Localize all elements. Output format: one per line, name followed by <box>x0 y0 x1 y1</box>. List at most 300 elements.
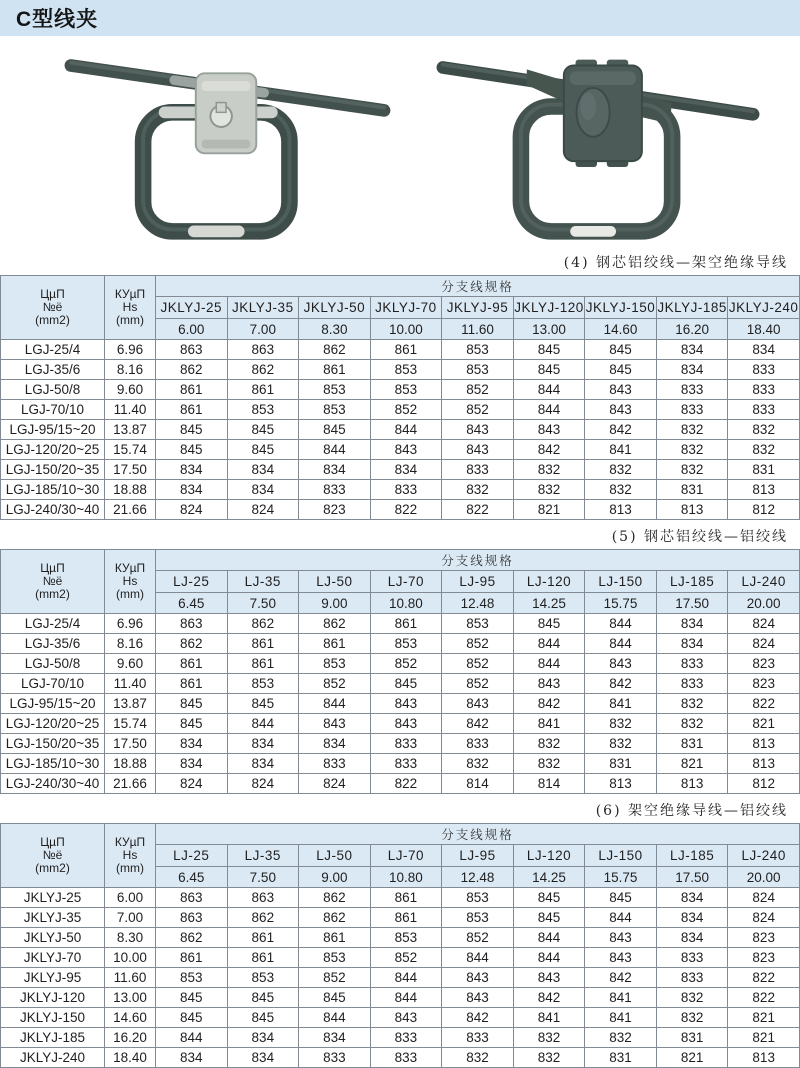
value-cell: 843 <box>370 714 442 734</box>
value-cell: 845 <box>227 440 299 460</box>
value-cell: 843 <box>442 694 514 714</box>
value-cell: 832 <box>656 714 728 734</box>
branch-model-header: JKLYJ-35 <box>227 297 299 319</box>
value-cell: 845 <box>513 888 585 908</box>
branch-size-header: 15.75 <box>585 593 657 614</box>
value-cell: 832 <box>513 460 585 480</box>
row-size-cell: 7.00 <box>105 908 156 928</box>
table-row <box>1 460 800 480</box>
value-cell: 833 <box>442 734 514 754</box>
row-model-cell: LGJ-35/6 <box>1 360 105 380</box>
value-cell: 833 <box>370 754 442 774</box>
value-cell: 843 <box>585 400 657 420</box>
value-cell: 833 <box>370 1048 442 1068</box>
branch-model-header: LJ-120 <box>513 845 585 867</box>
page-header <box>0 0 800 38</box>
value-cell: 833 <box>299 480 371 500</box>
value-cell: 834 <box>227 460 299 480</box>
value-cell: 863 <box>156 340 228 360</box>
value-cell: 833 <box>656 968 728 988</box>
value-cell: 832 <box>442 754 514 774</box>
spec-table-4 <box>0 275 800 520</box>
branch-size-header: 15.75 <box>585 867 657 888</box>
table-row <box>1 400 800 420</box>
branch-model-header: LJ-25 <box>156 571 228 593</box>
value-cell: 834 <box>299 734 371 754</box>
value-cell: 833 <box>656 948 728 968</box>
branch-size-header: 14.25 <box>513 593 585 614</box>
value-cell: 834 <box>227 1048 299 1068</box>
value-cell: 861 <box>156 948 228 968</box>
value-cell: 822 <box>370 500 442 520</box>
value-cell: 824 <box>227 774 299 794</box>
branch-model-header: JKLYJ-120 <box>513 297 585 319</box>
row-size-cell: 21.66 <box>105 774 156 794</box>
value-cell: 831 <box>656 1028 728 1048</box>
value-cell: 832 <box>585 714 657 734</box>
value-cell: 842 <box>513 694 585 714</box>
value-cell: 861 <box>299 928 371 948</box>
value-cell: 824 <box>728 634 800 654</box>
branch-size-header: 8.30 <box>299 319 371 340</box>
branch-model-header: JKLYJ-70 <box>370 297 442 319</box>
value-cell: 843 <box>370 1008 442 1028</box>
value-cell: 814 <box>513 774 585 794</box>
value-cell: 844 <box>442 948 514 968</box>
table-row <box>1 420 800 440</box>
row-size-cell: 6.00 <box>105 888 156 908</box>
value-cell: 813 <box>728 754 800 774</box>
value-cell: 844 <box>370 968 442 988</box>
value-cell: 844 <box>585 908 657 928</box>
value-cell: 843 <box>442 968 514 988</box>
table-row <box>1 1048 800 1068</box>
value-cell: 853 <box>442 360 514 380</box>
value-cell: 853 <box>156 968 228 988</box>
value-cell: 843 <box>513 968 585 988</box>
branch-size-header: 6.45 <box>156 867 228 888</box>
value-cell: 843 <box>442 420 514 440</box>
value-cell: 852 <box>442 400 514 420</box>
value-cell: 833 <box>656 674 728 694</box>
value-cell: 861 <box>227 654 299 674</box>
value-cell: 844 <box>370 420 442 440</box>
value-cell: 833 <box>728 360 800 380</box>
value-cell: 845 <box>156 440 228 460</box>
branch-model-header: LJ-185 <box>656 571 728 593</box>
value-cell: 853 <box>442 614 514 634</box>
value-cell: 862 <box>299 888 371 908</box>
row-size-cell: 11.60 <box>105 968 156 988</box>
branch-size-header: 12.48 <box>442 593 514 614</box>
branch-model-header: JKLYJ-240 <box>728 297 800 319</box>
row-model-cell: JKLYJ-185 <box>1 1028 105 1048</box>
value-cell: 831 <box>585 754 657 774</box>
value-cell: 862 <box>299 340 371 360</box>
value-cell: 834 <box>656 360 728 380</box>
value-cell: 843 <box>442 988 514 1008</box>
value-cell: 834 <box>656 908 728 928</box>
table-caption: (5) 钢芯铝绞线—铝绞线 <box>611 529 788 545</box>
value-cell: 842 <box>585 674 657 694</box>
value-cell: 832 <box>656 1008 728 1028</box>
branch-size-header: 7.50 <box>227 867 299 888</box>
value-cell: 843 <box>513 420 585 440</box>
value-cell: 844 <box>299 1008 371 1028</box>
value-cell: 853 <box>299 948 371 968</box>
value-cell: 833 <box>656 654 728 674</box>
value-cell: 832 <box>656 460 728 480</box>
row-model-cell: LGJ-50/8 <box>1 380 105 400</box>
value-cell: 834 <box>227 1028 299 1048</box>
value-cell: 832 <box>656 420 728 440</box>
row-model-cell: LGJ-95/15~20 <box>1 420 105 440</box>
row-size-cell: 8.30 <box>105 928 156 948</box>
value-cell: 844 <box>370 988 442 1008</box>
value-cell: 845 <box>585 360 657 380</box>
branch-model-header: LJ-70 <box>370 845 442 867</box>
value-cell: 821 <box>656 754 728 774</box>
value-cell: 845 <box>156 1008 228 1028</box>
value-cell: 832 <box>585 1028 657 1048</box>
value-cell: 861 <box>299 634 371 654</box>
branch-size-header: 20.00 <box>728 593 800 614</box>
table-row <box>1 988 800 1008</box>
value-cell: 844 <box>513 928 585 948</box>
value-cell: 832 <box>656 440 728 460</box>
value-cell: 833 <box>728 400 800 420</box>
row-model-cell: JKLYJ-95 <box>1 968 105 988</box>
value-cell: 852 <box>299 674 371 694</box>
value-cell: 823 <box>728 654 800 674</box>
value-cell: 853 <box>299 400 371 420</box>
value-cell: 843 <box>585 948 657 968</box>
value-cell: 843 <box>370 440 442 460</box>
row-model-cell: LGJ-120/20~25 <box>1 714 105 734</box>
value-cell: 844 <box>513 948 585 968</box>
branch-size-header: 20.00 <box>728 867 800 888</box>
value-cell: 845 <box>513 340 585 360</box>
value-cell: 852 <box>370 400 442 420</box>
value-cell: 824 <box>728 908 800 928</box>
value-cell: 813 <box>585 774 657 794</box>
value-cell: 845 <box>585 340 657 360</box>
value-cell: 862 <box>299 908 371 928</box>
value-cell: 862 <box>156 928 228 948</box>
branch-model-header: LJ-70 <box>370 571 442 593</box>
table-caption: (4) 钢芯铝绞线—架空绝缘导线 <box>563 255 788 271</box>
branch-model-header: LJ-50 <box>299 845 371 867</box>
branch-size-header: 17.50 <box>656 867 728 888</box>
value-cell: 853 <box>370 634 442 654</box>
value-cell: 821 <box>728 1028 800 1048</box>
value-cell: 853 <box>370 380 442 400</box>
row-model-cell: JKLYJ-25 <box>1 888 105 908</box>
value-cell: 863 <box>156 908 228 928</box>
branch-size-header: 6.45 <box>156 593 228 614</box>
table-row <box>1 674 800 694</box>
value-cell: 852 <box>442 380 514 400</box>
value-cell: 853 <box>442 908 514 928</box>
branch-model-header: LJ-185 <box>656 845 728 867</box>
branch-spec-header: 分支线规格 <box>156 276 800 297</box>
value-cell: 833 <box>370 1028 442 1048</box>
value-cell: 834 <box>656 634 728 654</box>
table-row <box>1 380 800 400</box>
value-cell: 845 <box>513 360 585 380</box>
row-size-cell: 17.50 <box>105 460 156 480</box>
branch-model-header: JKLYJ-95 <box>442 297 514 319</box>
table-row <box>1 908 800 928</box>
value-cell: 861 <box>370 340 442 360</box>
value-cell: 852 <box>442 634 514 654</box>
table-row <box>1 928 800 948</box>
value-cell: 863 <box>156 614 228 634</box>
page-title: C型线夹 <box>16 8 99 31</box>
branch-model-header: LJ-240 <box>728 571 800 593</box>
row-size-cell: 18.88 <box>105 480 156 500</box>
value-cell: 861 <box>370 908 442 928</box>
branch-model-header: LJ-50 <box>299 571 371 593</box>
value-cell: 863 <box>227 888 299 908</box>
value-cell: 845 <box>299 420 371 440</box>
row-size-cell: 15.74 <box>105 440 156 460</box>
row-model-cell: LGJ-50/8 <box>1 654 105 674</box>
value-cell: 862 <box>299 614 371 634</box>
value-cell: 843 <box>585 380 657 400</box>
value-cell: 852 <box>442 654 514 674</box>
branch-size-header: 14.60 <box>585 319 657 340</box>
value-cell: 844 <box>299 694 371 714</box>
branch-model-header: LJ-35 <box>227 571 299 593</box>
value-cell: 852 <box>370 654 442 674</box>
trunk-size-header: КУµП Hs (mm) <box>105 276 156 340</box>
branch-size-header: 7.50 <box>227 593 299 614</box>
value-cell: 822 <box>370 774 442 794</box>
value-cell: 833 <box>442 1028 514 1048</box>
branch-size-header: 7.00 <box>227 319 299 340</box>
value-cell: 842 <box>513 440 585 460</box>
row-size-cell: 13.00 <box>105 988 156 1008</box>
value-cell: 834 <box>227 734 299 754</box>
branch-model-header: LJ-25 <box>156 845 228 867</box>
value-cell: 845 <box>156 988 228 1008</box>
value-cell: 821 <box>656 1048 728 1068</box>
row-model-cell: LGJ-150/20~35 <box>1 460 105 480</box>
value-cell: 824 <box>728 614 800 634</box>
value-cell: 832 <box>728 440 800 460</box>
value-cell: 861 <box>299 360 371 380</box>
value-cell: 843 <box>299 714 371 734</box>
value-cell: 844 <box>299 440 371 460</box>
table-row <box>1 614 800 634</box>
value-cell: 863 <box>227 340 299 360</box>
value-cell: 813 <box>728 1048 800 1068</box>
value-cell: 853 <box>227 968 299 988</box>
value-cell: 832 <box>656 694 728 714</box>
value-cell: 832 <box>585 734 657 754</box>
value-cell: 834 <box>156 754 228 774</box>
value-cell: 861 <box>156 400 228 420</box>
value-cell: 823 <box>728 928 800 948</box>
value-cell: 862 <box>227 908 299 928</box>
branch-size-header: 6.00 <box>156 319 228 340</box>
value-cell: 833 <box>370 734 442 754</box>
branch-spec-header: 分支线规格 <box>156 824 800 845</box>
table-row <box>1 714 800 734</box>
value-cell: 834 <box>656 340 728 360</box>
insulated-c-clamp-image <box>425 46 770 246</box>
value-cell: 832 <box>513 480 585 500</box>
value-cell: 813 <box>656 774 728 794</box>
value-cell: 844 <box>513 654 585 674</box>
row-size-cell: 8.16 <box>105 360 156 380</box>
value-cell: 824 <box>728 888 800 908</box>
value-cell: 861 <box>156 674 228 694</box>
value-cell: 832 <box>442 1048 514 1068</box>
row-size-cell: 16.20 <box>105 1028 156 1048</box>
trunk-size-header: КУµП Hs (mm) <box>105 550 156 614</box>
table-row <box>1 1008 800 1028</box>
branch-size-header: 9.00 <box>299 867 371 888</box>
value-cell: 831 <box>656 734 728 754</box>
branch-model-header: LJ-150 <box>585 845 657 867</box>
value-cell: 832 <box>585 480 657 500</box>
table-row <box>1 754 800 774</box>
value-cell: 831 <box>585 1048 657 1068</box>
value-cell: 843 <box>513 674 585 694</box>
row-model-cell: JKLYJ-35 <box>1 908 105 928</box>
branch-size-header: 10.00 <box>370 319 442 340</box>
row-model-cell: LGJ-25/4 <box>1 614 105 634</box>
value-cell: 832 <box>728 420 800 440</box>
value-cell: 841 <box>585 440 657 460</box>
table-row <box>1 1028 800 1048</box>
row-size-cell: 13.87 <box>105 420 156 440</box>
value-cell: 845 <box>227 694 299 714</box>
value-cell: 844 <box>513 634 585 654</box>
row-model-cell: LGJ-35/6 <box>1 634 105 654</box>
branch-size-header: 9.00 <box>299 593 371 614</box>
value-cell: 824 <box>156 774 228 794</box>
value-cell: 842 <box>442 1008 514 1028</box>
row-model-cell: LGJ-185/10~30 <box>1 754 105 774</box>
row-model-cell: JKLYJ-240 <box>1 1048 105 1068</box>
value-cell: 833 <box>442 460 514 480</box>
value-cell: 841 <box>513 714 585 734</box>
row-model-cell: LGJ-150/20~35 <box>1 734 105 754</box>
row-model-cell: JKLYJ-50 <box>1 928 105 948</box>
branch-size-header: 10.80 <box>370 593 442 614</box>
value-cell: 844 <box>513 400 585 420</box>
value-cell: 845 <box>585 888 657 908</box>
value-cell: 853 <box>442 340 514 360</box>
value-cell: 832 <box>513 734 585 754</box>
value-cell: 822 <box>728 988 800 1008</box>
value-cell: 812 <box>728 774 800 794</box>
trunk-model-header: ЦµП №ё (mm2) <box>1 550 105 614</box>
branch-size-header: 10.80 <box>370 867 442 888</box>
row-size-cell: 6.96 <box>105 614 156 634</box>
value-cell: 824 <box>299 774 371 794</box>
value-cell: 853 <box>299 654 371 674</box>
value-cell: 845 <box>156 714 228 734</box>
row-size-cell: 13.87 <box>105 694 156 714</box>
table-row <box>1 340 800 360</box>
value-cell: 862 <box>227 360 299 380</box>
value-cell: 834 <box>728 340 800 360</box>
value-cell: 821 <box>513 500 585 520</box>
value-cell: 813 <box>656 500 728 520</box>
value-cell: 845 <box>299 988 371 1008</box>
branch-model-header: LJ-240 <box>728 845 800 867</box>
value-cell: 832 <box>442 480 514 500</box>
branch-size-header: 14.25 <box>513 867 585 888</box>
value-cell: 844 <box>585 634 657 654</box>
value-cell: 822 <box>442 500 514 520</box>
row-model-cell: JKLYJ-70 <box>1 948 105 968</box>
row-size-cell: 17.50 <box>105 734 156 754</box>
value-cell: 861 <box>370 888 442 908</box>
value-cell: 853 <box>370 360 442 380</box>
row-size-cell: 11.40 <box>105 400 156 420</box>
value-cell: 853 <box>227 400 299 420</box>
row-size-cell: 10.00 <box>105 948 156 968</box>
value-cell: 834 <box>370 460 442 480</box>
value-cell: 833 <box>299 754 371 774</box>
branch-size-header: 12.48 <box>442 867 514 888</box>
value-cell: 842 <box>585 968 657 988</box>
value-cell: 844 <box>585 614 657 634</box>
value-cell: 853 <box>370 928 442 948</box>
row-size-cell: 18.40 <box>105 1048 156 1068</box>
value-cell: 832 <box>656 988 728 1008</box>
value-cell: 834 <box>656 928 728 948</box>
value-cell: 861 <box>227 380 299 400</box>
branch-model-header: JKLYJ-25 <box>156 297 228 319</box>
value-cell: 844 <box>227 714 299 734</box>
value-cell: 862 <box>156 634 228 654</box>
value-cell: 834 <box>156 1048 228 1068</box>
value-cell: 834 <box>656 888 728 908</box>
row-model-cell: LGJ-240/30~40 <box>1 500 105 520</box>
table-row <box>1 948 800 968</box>
branch-size-header: 13.00 <box>513 319 585 340</box>
trunk-model-header: ЦµП №ё (mm2) <box>1 824 105 888</box>
value-cell: 813 <box>728 480 800 500</box>
value-cell: 852 <box>299 968 371 988</box>
table-row <box>1 634 800 654</box>
branch-model-header: LJ-120 <box>513 571 585 593</box>
value-cell: 853 <box>227 674 299 694</box>
branch-model-header: LJ-35 <box>227 845 299 867</box>
value-cell: 834 <box>656 614 728 634</box>
value-cell: 845 <box>513 908 585 928</box>
value-cell: 861 <box>156 654 228 674</box>
row-model-cell: LGJ-120/20~25 <box>1 440 105 460</box>
spec-table-6 <box>0 823 800 1068</box>
table-row <box>1 654 800 674</box>
value-cell: 821 <box>728 1008 800 1028</box>
row-size-cell: 9.60 <box>105 380 156 400</box>
value-cell: 834 <box>156 480 228 500</box>
row-model-cell: JKLYJ-150 <box>1 1008 105 1028</box>
value-cell: 843 <box>585 928 657 948</box>
row-size-cell: 11.40 <box>105 674 156 694</box>
table-row <box>1 480 800 500</box>
value-cell: 832 <box>585 460 657 480</box>
value-cell: 833 <box>728 380 800 400</box>
